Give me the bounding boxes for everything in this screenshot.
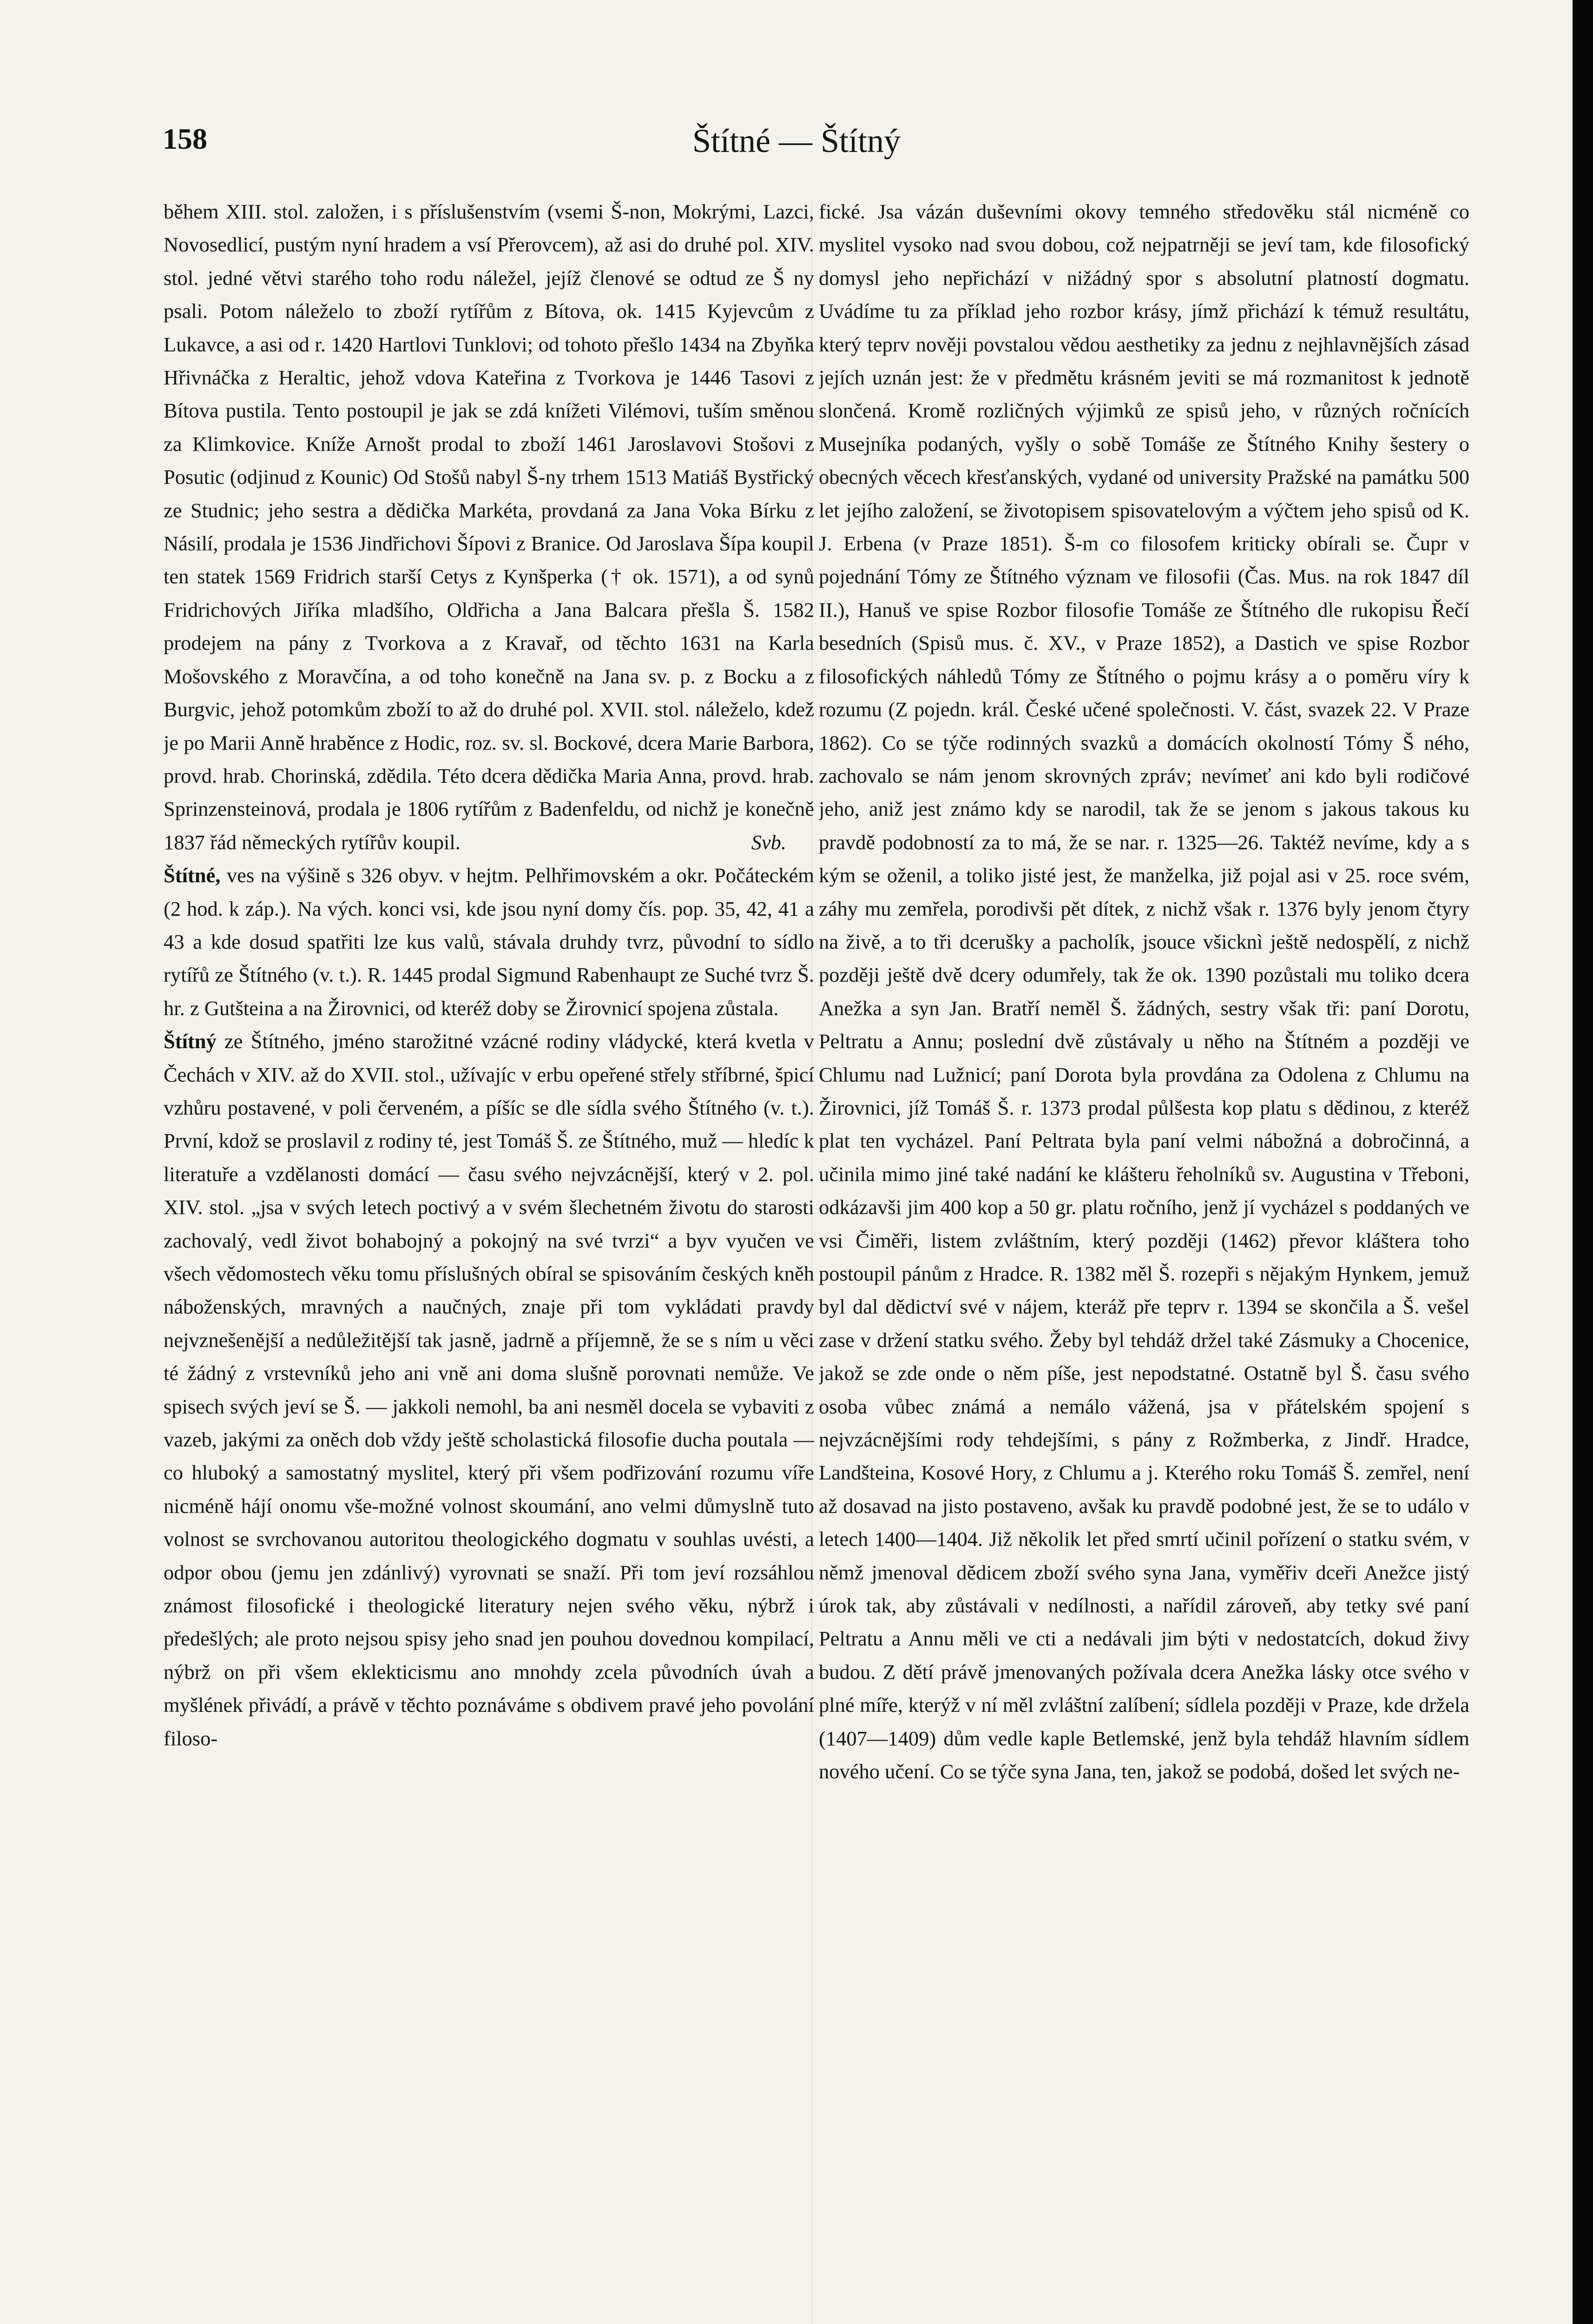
page-number: 158	[163, 122, 207, 155]
continuation-text: během XIII. stol. založen, i s příslušenstvím (vsemi Š-non, Mokrými, Lazci, Novosedlicí, pustým nyní hradem a vsí Přerovcem), až asi do druhé pol. XIV. stol. jedné větvi starého toho rodu náležel, jejíž členové se odtud ze Š ny psali. Potom náleželo to zboží rytířům z Bítova, ok. 1415 Kyjevcům z Lukavce, a asi od r. 1420 Hartlovi Tunklovi; od tohoto přešlo 1434 na Zbyňka Hřivnáčka z Heraltic, jehož vdova Kateřina z Tvorkova je 1446 Tasovi z Bítova pustila. Tento postoupil je jak se zdá knížeti Vilémovi, tuším směnou za Klimkovice. Kníže Arnošt prodal to zboží 1461 Jaroslavovi Stošovi z Posutic (odjinud z Kounic) Od Stošů nabyl Š-ny trhem 1513 Matiáš Bystřický ze Studnic; jeho sestra a dědička Markéta, provdaná za Jana Voka Bírku z Násilí, prodala je 1536 Jindřichovi Šípovi z Branice. Od Jaroslava Šípa koupil ten statek 1569 Fridrich starší Cetys z Kynšperka († ok. 1571), a od synů Fridrichových Jiříka mladšího, Oldřicha a Jana Balcara přešla Š. 1582 prodejem na pány z Tvorkova a z Kravař, od těchto 1631 na Karla Mošovského z Moravčína, a od toho konečně na Jana sv. p. z Bocku a z Burgvic, jehož potomkům zboží to až do druhé pol. XVII. stol. náleželo, kdež je po Marii Anně hraběnce z Hodic, roz. sv. sl. Bockové, dcera Marie Barbora, provd. hrab. Chorinská, zdědila. Této dcera dědička Maria Anna, provd. hrab. Sprinzensteinová, prodala je 1806 rytířům z Badenfeldu, od nichž je konečně 1837 řád německých rytířův koupil.	[164, 200, 814, 854]
author-signature: Svb.	[751, 830, 786, 854]
entry-continuation	[819, 195, 1469, 1789]
page-header	[0, 122, 1593, 168]
entry-headword: Štítné,	[164, 864, 221, 887]
entry-stitny	[164, 1025, 814, 1755]
entry-text: ze Štítného, jméno starožitné vzácné rodiny vládycké, která kvetla v Čechách v XIV. až do XVII. stol., užívajíc v erbu opeřené střely stříbrné, špicí vzhůru postavené, v poli červeném, a píšíc se dle sídla svého Štítného (v. t.). První, kdož se proslavil z rodiny té, jest Tomáš Š. ze Štítného, muž — hledíc k literatuře a vzdělanosti domácí — času svého nejvzácnější, který v 2. pol. XIV. stol. „jsa v svých letech poctivý a v svém šlechetném životu do starosti zachovalý, vedl život bohabojný a pokojný na své tvrzi“ a byv vyučen ve všech vědomostech věku tomu příslušných obíral se spisováním českých kněh náboženských, mravných a naučných, znaje při tom vykládati pravdy nejvznešenější a nedůležitější tak jasně, jadrně a příjemně, že se s ním u věci té žádný z vrstevníků jeho ani vně ani doma slušně porovnati nemůže. Ve spisech svých jeví se Š. — jakkoli nemohl, ba ani nesměl docela se vybaviti z vazeb, jakými za oněch dob vždy ještě scholastická filosofie ducha poutala — co hluboký a samostatný myslitel, který při všem podřizování rozumu víře nicméně hájí onomu vše-možné volnost skoumání, ano velmi důmyslně tuto volnost se svrchovanou autoritou theologického dogmatu v souhlas uvésti, a odpor obou (jemu jen zdánlivý) vyrovnati se snaží. Při tom jeví rozsáhlou známost filosofické i theologické literatury nejen svého věku, nýbrž i předešlých; ale proto nejsou spisy jeho snad jen pouhou dovednou kompilací, nýbrž on při všem eklekticismu ano mnohdy zcela původních úvah a myšlének přivádí, a právě v těchto poznáváme s obdivem pravé jeho povolání filoso-	[164, 1030, 814, 1750]
left-column	[164, 195, 814, 2324]
entry-text: ves na výšině s 326 obyv. v hejtm. Pelhřimovském a okr. Počáteckém (2 hod. k záp.). Na vých. konci vsi, kde jsou nyní domy čís. pop. 35, 42, 41 a 43 a kde dosud spatřiti lze kus valů, stávala druhdy tvrz, původní to sídlo rytířů ze Štítného (v. t.). R. 1445 prodal Sigmund Rabenhaupt ze Suché tvrz Š. hr. z Gutšteina a na Žirovnici, od kteréž doby se Žirovnicí spojena zůstala.	[164, 864, 814, 1020]
continuation-text: fické. Jsa vázán duševními okovy temného středověku stál nicméně co myslitel vysoko nad svou dobou, což nejpatrněji se jeví tam, kde filosofický domysl jeho nepřichází v nižádný spor s absolutní platností dogmatu. Uvádíme tu za příklad jeho rozbor krásy, jímž přichází k témuž resultátu, který teprv nověji povstalou vědou aesthetiky za jednu z nejhlavnějších zásad jejích uznán jest: že v předmětu krásném jeviti se má rozmanitost k jednotě slončená. Kromě rozličných výjimků ze spisů jeho, v různých ročnících Musejníka podaných, vyšly o sobě Tomáše ze Štítného Knihy šestery o obecných věcech křesťanských, vydané od university Pražské na památku 500 let jejího založení, se životopisem spisovatelovým a výčtem jeho spisů od K. J. Erbena (v Praze 1851). Š-m co filosofem kriticky obírali se. Čupr v pojednání Tómy ze Štítného význam ve filosofii (Čas. Mus. na rok 1847 díl II.), Hanuš ve spise Rozbor filosofie Tomáše ze Štítného dle rukopisu Řečí besedních (Spisů mus. č. XV., v Praze 1852), a Dastich ve spise Rozbor filosofických náhledů Tómy ze Štítného o pojmu krásy a o poměru víry k rozumu (Z pojedn. král. České učené společnosti. V. část, svazek 22. V Praze 1862). Co se týče rodinných svazků a domácích okolností Tómy Š ného, zachovalo se nám jenom skrovných zpráv; nevímeť ani kdo byli rodičové jeho, aniž jest známo kdy se narodil, tak že se jenom s jakous takous ku pravdě podobností za to má, že se nar. r. 1325—26. Taktéž nevíme, kdy a s kým se oženil, a toliko jisté jest, že manželka, již pojal asi v 25. roce svém, záhy mu zemřela, porodivši pět dítek, z nichž však r. 1376 byly jenom čtyry na živě, a to tři dcerušky a pacholík, jsouce všicknì ještě nedospělí, z nichž později ještě dvě dcery odumřely, tak že ok. 1390 pozůstali mu toliko dcera Anežka a syn Jan. Bratří neměl Š. žádných, sestry však tři: paní Dorotu, Peltratu a Annu; poslední dvě zůstávaly u něho na Štítném a později ve Chlumu nad Lužnicí; paní Dorota byla provdána za Odolena z Chlumu na Žirovnici, jíž Tomáš Š. r. 1373 prodal půlšesta kop platu s dědinou, z kteréž plat ten vycházel. Paní Peltrata byla paní velmi nábožná a dobročinná, a učinila mimo jiné také nadání ke klášteru řeholníků sv. Augustina v Třeboni, odkázavši jim 400 kop a 50 gr. platu ročního, jenž jí vycházel s poddaných ve vsi Čiměři, listem zvláštním, který později (1462) převor kláštera toho postoupil pánům z Hradce. R. 1382 měl Š. rozepři s nějakým Hynkem, jemuž byl dal dědictví své v nájem, kteráž pře teprv r. 1394 se skončila a Š. vešel zase v držení statku svého. Žeby byl tehdáž držel také Zásmuky a Chocenice, jakož se zde onde o něm píše, jest nepodstatné. Ostatně byl Š. času svého osoba vůbec známá a nemálo vážená, jsa v přátelském spojení s nejvzácnějšími rody tehdejšími, s pány z Rožmberka, z Jindř. Hradce, Landšteina, Kosové Hory, z Chlumu a j. Kterého roku Tomáš Š. zemřel, není až dosavad na jisto postaveno, avšak ku pravdě podobné jest, že se to událo v letech 1400—1404. Již několik let před smrtí učinil pořízení o statku svém, v němž jmenoval dědicem zboží svého syna Jana, vyměřiv dceři Anežce jistý úrok tak, aby zůstávali v nedílnosti, a nařídil zároveň, aby tetky své paní Peltratu a Annu měli ve cti a nedávali jim býti v nedostatcích, dokud živy budou. Z dětí právě jmenovaných požívala dcera Anežka lásky otce svého v plné míře, kterýž v ní měl zvláštní zalíbení; sídlela později v Praze, kde držela (1407—1409) dům vedle kaple Betlemské, jenž byla tehdáž hlavním sídlem nového učení. Co se týče syna Jana, ten, jakož se podobá, došed let svých ne-	[819, 200, 1469, 1783]
entry-headword: Štítný	[164, 1030, 217, 1053]
entry-continuation	[164, 195, 814, 859]
right-column	[819, 195, 1469, 2324]
entry-stitne	[164, 859, 814, 1025]
page-edge-shadow	[1573, 0, 1593, 2324]
running-head: Štítné — Štítný	[692, 122, 901, 159]
